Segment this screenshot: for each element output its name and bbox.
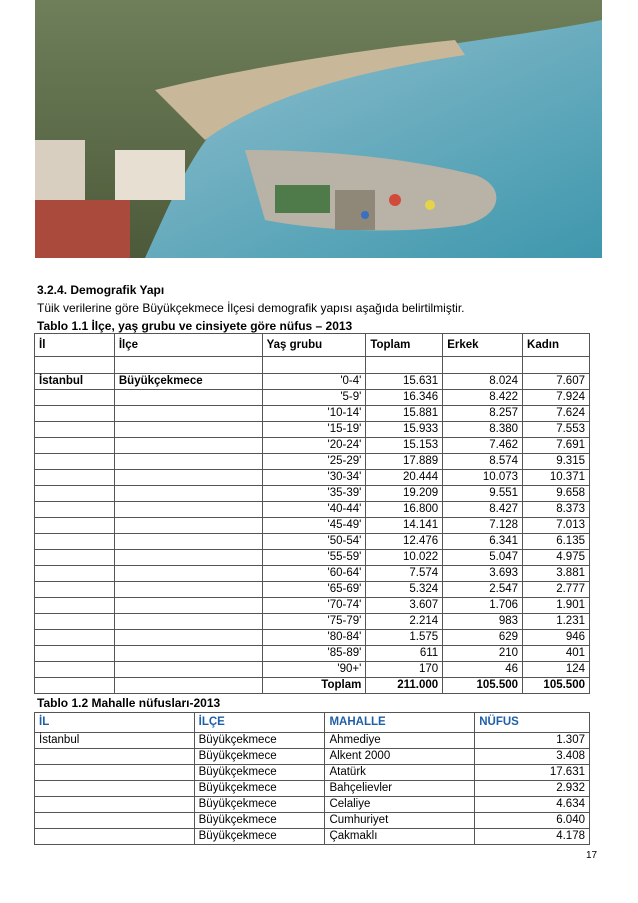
cell-ilce (114, 678, 262, 694)
cell-il (35, 598, 115, 614)
cell-il (35, 646, 115, 662)
table-header-row (35, 713, 590, 733)
cell-male: 983 (443, 614, 523, 630)
table-row (35, 614, 590, 630)
neighborhood-population-table (34, 712, 590, 845)
table2-caption: Tablo 1.2 Mahalle nüfusları-2013 (37, 696, 221, 710)
cell-il (35, 550, 115, 566)
cell-il (35, 534, 115, 550)
table-row (35, 749, 590, 765)
cell-male: 9.551 (443, 486, 523, 502)
cell-il (35, 390, 115, 406)
table-row (35, 374, 590, 390)
cell-age-group: '60-64' (262, 566, 366, 582)
cell-age-group: '20-24' (262, 438, 366, 454)
table-row (35, 470, 590, 486)
cell-total: 15.933 (366, 422, 443, 438)
cell-ilce (114, 486, 262, 502)
cell-total: 1.575 (366, 630, 443, 646)
cell-ilce (114, 582, 262, 598)
cell-female: 7.607 (523, 374, 590, 390)
cell-male: 629 (443, 630, 523, 646)
cell-ilce: Büyükçekmece (114, 374, 262, 390)
population-age-table (34, 333, 590, 694)
cell-female: 1.231 (523, 614, 590, 630)
cell-il (35, 614, 115, 630)
table-row (35, 390, 590, 406)
cell-female: 105.500 (523, 678, 590, 694)
intro-text: Tüik verilerine göre Büyükçekmece İlçesi demografik yapısı aşağıda belirtilmiştir. (37, 301, 465, 315)
cell-il (35, 582, 115, 598)
cell-age-group: '10-14' (262, 406, 366, 422)
header-il: İl (35, 334, 115, 357)
cell-il (35, 502, 115, 518)
header-nufus: NÜFUS (475, 713, 590, 733)
cell-il (35, 486, 115, 502)
cell-total: 16.800 (366, 502, 443, 518)
cell-age-group: '40-44' (262, 502, 366, 518)
cell-total: 16.346 (366, 390, 443, 406)
cell-il (35, 797, 195, 813)
cell-il (35, 406, 115, 422)
cell-nufus: 1.307 (475, 733, 590, 749)
cell-male: 7.128 (443, 518, 523, 534)
cell-il (35, 454, 115, 470)
cell-ilce (114, 438, 262, 454)
cell-female: 4.975 (523, 550, 590, 566)
cell-mahalle: Alkent 2000 (325, 749, 475, 765)
cell-nufus: 3.408 (475, 749, 590, 765)
cell-ilce (114, 406, 262, 422)
cell-ilce (114, 550, 262, 566)
cell-ilce (114, 662, 262, 678)
cell-female: 6.135 (523, 534, 590, 550)
cell-total: 12.476 (366, 534, 443, 550)
cell-age-group: '85-89' (262, 646, 366, 662)
section-title: 3.2.4. Demografik Yapı (37, 283, 165, 297)
cell-ilce (114, 614, 262, 630)
table-row (35, 646, 590, 662)
cell-total: 15.881 (366, 406, 443, 422)
cell-ilce (114, 390, 262, 406)
table-row (35, 733, 590, 749)
cell-nufus: 6.040 (475, 813, 590, 829)
table-row (35, 438, 590, 454)
cell-age-group: '80-84' (262, 630, 366, 646)
cell-female: 3.881 (523, 566, 590, 582)
cell-mahalle: Çakmaklı (325, 829, 475, 845)
cell-male: 46 (443, 662, 523, 678)
table-row (35, 566, 590, 582)
table-row (35, 406, 590, 422)
header-toplam: Toplam (366, 334, 443, 357)
cell-male: 8.257 (443, 406, 523, 422)
cell-total: 611 (366, 646, 443, 662)
cell-female: 124 (523, 662, 590, 678)
cell-age-group: '15-19' (262, 422, 366, 438)
cell-il (35, 438, 115, 454)
cell-ilce: Büyükçekmece (194, 781, 325, 797)
cell-il (35, 749, 195, 765)
cell-male: 1.706 (443, 598, 523, 614)
cell-total: 19.209 (366, 486, 443, 502)
cell-mahalle: Bahçelievler (325, 781, 475, 797)
table-row (35, 534, 590, 550)
table1-caption: Tablo 1.1 İlçe, yaş grubu ve cinsiyete göre nüfus – 2013 (37, 319, 353, 333)
cell-total: 170 (366, 662, 443, 678)
cell-male: 105.500 (443, 678, 523, 694)
cell-total: 15.153 (366, 438, 443, 454)
cell-total-label: Toplam (262, 678, 366, 694)
cell-male: 10.073 (443, 470, 523, 486)
cell-il (35, 678, 115, 694)
cell-age-group: '70-74' (262, 598, 366, 614)
header-yas-grubu: Yaş grubu (262, 334, 366, 357)
cell-il (35, 813, 195, 829)
cell-total: 17.889 (366, 454, 443, 470)
table-row (35, 829, 590, 845)
cell-total: 2.214 (366, 614, 443, 630)
coastal-town-photo (35, 0, 602, 258)
cell-age-group: '75-79' (262, 614, 366, 630)
cell-il (35, 630, 115, 646)
cell-mahalle: Atatürk (325, 765, 475, 781)
cell-age-group: '5-9' (262, 390, 366, 406)
cell-female: 946 (523, 630, 590, 646)
cell-female: 2.777 (523, 582, 590, 598)
total-row (35, 678, 590, 694)
cell-total: 5.324 (366, 582, 443, 598)
cell-il: İstanbul (35, 733, 195, 749)
cell-female: 9.658 (523, 486, 590, 502)
header-erkek: Erkek (443, 334, 523, 357)
cell-male: 8.574 (443, 454, 523, 470)
cell-mahalle: Ahmediye (325, 733, 475, 749)
cell-ilce (114, 518, 262, 534)
table-row (35, 797, 590, 813)
cell-age-group: '50-54' (262, 534, 366, 550)
cell-female: 7.924 (523, 390, 590, 406)
cell-age-group: '35-39' (262, 486, 366, 502)
table-row (35, 662, 590, 678)
cell-male: 210 (443, 646, 523, 662)
cell-nufus: 2.932 (475, 781, 590, 797)
cell-female: 7.624 (523, 406, 590, 422)
page-number: 17 (586, 850, 598, 861)
cell-ilce: Büyükçekmece (194, 797, 325, 813)
spacer-row (35, 357, 590, 374)
cell-nufus: 4.178 (475, 829, 590, 845)
cell-ilce: Büyükçekmece (194, 813, 325, 829)
cell-age-group: '65-69' (262, 582, 366, 598)
cell-female: 1.901 (523, 598, 590, 614)
header-mahalle: MAHALLE (325, 713, 475, 733)
table-row (35, 598, 590, 614)
cell-ilce (114, 470, 262, 486)
cell-age-group: '30-34' (262, 470, 366, 486)
cell-ilce (114, 598, 262, 614)
cell-female: 7.691 (523, 438, 590, 454)
cell-il (35, 829, 195, 845)
cell-il (35, 781, 195, 797)
cell-female: 9.315 (523, 454, 590, 470)
cell-il (35, 470, 115, 486)
cell-ilce: Büyükçekmece (194, 765, 325, 781)
cell-il (35, 662, 115, 678)
cell-nufus: 4.634 (475, 797, 590, 813)
header-ilce: İlçe (114, 334, 262, 357)
cell-male: 8.422 (443, 390, 523, 406)
cell-male: 8.380 (443, 422, 523, 438)
cell-female: 7.013 (523, 518, 590, 534)
cell-total: 211.000 (366, 678, 443, 694)
cell-ilce (114, 566, 262, 582)
cell-il (35, 765, 195, 781)
cell-mahalle: Cumhuriyet (325, 813, 475, 829)
cell-age-group: '90+' (262, 662, 366, 678)
cell-male: 6.341 (443, 534, 523, 550)
cell-female: 401 (523, 646, 590, 662)
cell-female: 10.371 (523, 470, 590, 486)
cell-age-group: '55-59' (262, 550, 366, 566)
cell-male: 3.693 (443, 566, 523, 582)
cell-ilce: Büyükçekmece (194, 749, 325, 765)
cell-age-group: '25-29' (262, 454, 366, 470)
cell-male: 2.547 (443, 582, 523, 598)
cell-female: 8.373 (523, 502, 590, 518)
cell-age-group: '45-49' (262, 518, 366, 534)
cell-il (35, 566, 115, 582)
cell-male: 8.427 (443, 502, 523, 518)
table-row (35, 486, 590, 502)
cell-ilce (114, 502, 262, 518)
cell-male: 5.047 (443, 550, 523, 566)
header-ilce: İLÇE (194, 713, 325, 733)
table-row (35, 550, 590, 566)
cell-il (35, 518, 115, 534)
table-row (35, 630, 590, 646)
cell-nufus: 17.631 (475, 765, 590, 781)
cell-il: İstanbul (35, 374, 115, 390)
cell-age-group: '0-4' (262, 374, 366, 390)
cell-ilce (114, 422, 262, 438)
table-row (35, 765, 590, 781)
cell-male: 7.462 (443, 438, 523, 454)
header-kadin: Kadın (523, 334, 590, 357)
cell-total: 10.022 (366, 550, 443, 566)
cell-female: 7.553 (523, 422, 590, 438)
table-row (35, 422, 590, 438)
table-row (35, 582, 590, 598)
cell-total: 15.631 (366, 374, 443, 390)
header-il: İL (35, 713, 195, 733)
cell-ilce: Büyükçekmece (194, 733, 325, 749)
cell-ilce (114, 454, 262, 470)
table-header-row (35, 334, 590, 357)
cell-ilce (114, 646, 262, 662)
cell-ilce (114, 630, 262, 646)
cell-total: 3.607 (366, 598, 443, 614)
cell-male: 8.024 (443, 374, 523, 390)
table-row (35, 454, 590, 470)
cell-total: 7.574 (366, 566, 443, 582)
cell-mahalle: Celaliye (325, 797, 475, 813)
table-row (35, 813, 590, 829)
cell-ilce (114, 534, 262, 550)
cell-total: 20.444 (366, 470, 443, 486)
cell-ilce: Büyükçekmece (194, 829, 325, 845)
table-row (35, 518, 590, 534)
cell-il (35, 422, 115, 438)
table-row (35, 502, 590, 518)
table-row (35, 781, 590, 797)
cell-total: 14.141 (366, 518, 443, 534)
